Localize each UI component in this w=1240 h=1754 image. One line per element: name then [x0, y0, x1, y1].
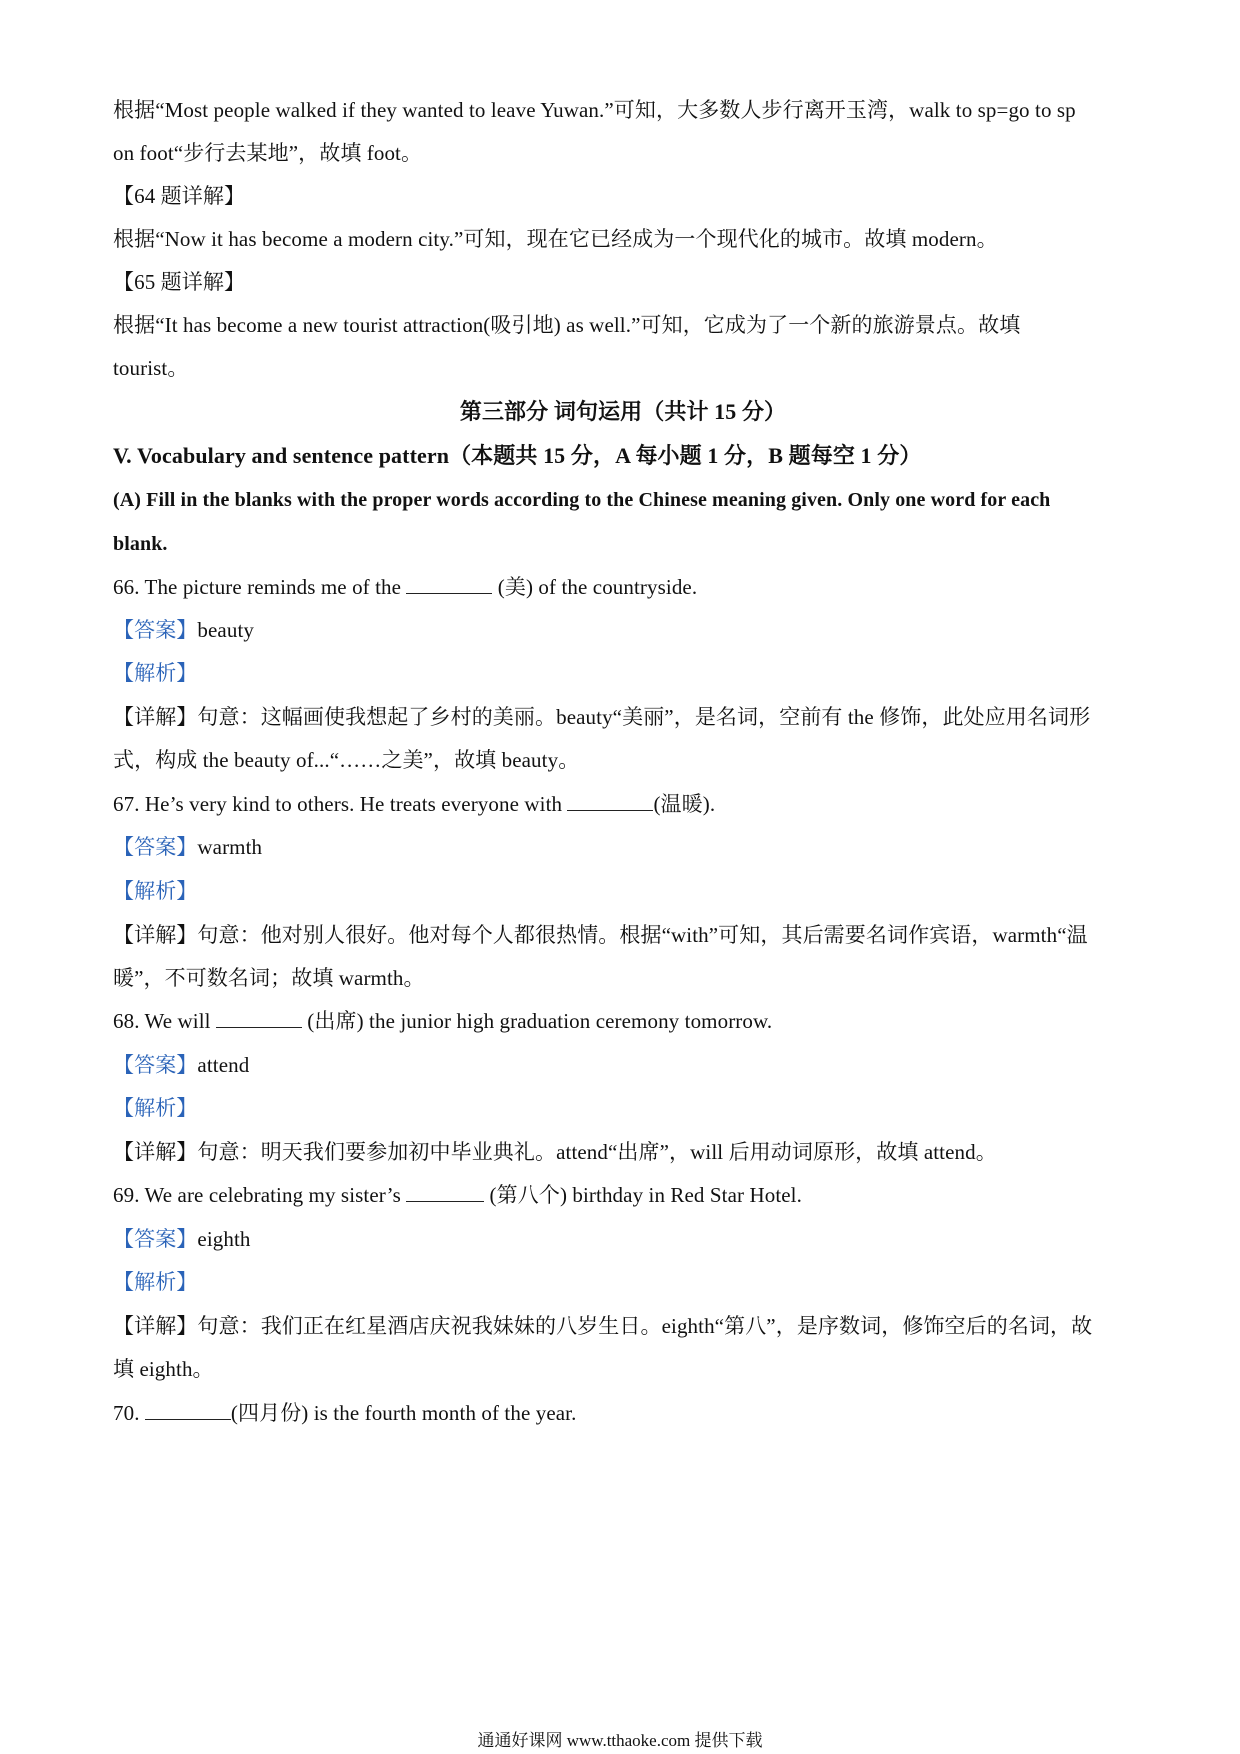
answer-value: warmth	[197, 835, 263, 859]
section-heading-64: 【64 题详解】	[113, 184, 246, 208]
detail-line: 【详解】句意：我们正在红星酒店庆祝我妹妹的八岁生日。eighth“第八”，是序数词，修饰空后的名词，故	[113, 1314, 1093, 1338]
answer-value: attend	[197, 1053, 250, 1077]
answer-blank	[145, 1401, 231, 1420]
answer-blank	[406, 1183, 484, 1202]
answer-value: beauty	[197, 618, 254, 642]
instruction-line: blank.	[113, 533, 168, 555]
detail-line: 【详解】句意：明天我们要参加初中毕业典礼。attend“出席”，will 后用动词原形，故填 attend。	[113, 1140, 997, 1164]
question-text: (美) of the countryside.	[492, 575, 698, 599]
paragraph-line: tourist。	[113, 356, 189, 380]
analysis-tag: 【解析】	[113, 1096, 198, 1120]
detail-line: 式，构成 the beauty of...“……之美”，故填 beauty。	[113, 748, 580, 772]
analysis-tag: 【解析】	[113, 1270, 198, 1294]
detail-line: 【详解】句意：这幅画使我想起了乡村的美丽。beauty“美丽”，是名词，空前有 the 修饰，此处应用名词形	[113, 705, 1091, 729]
paragraph-line: 根据“Most people walked if they wanted to leave Yuwan.”可知，大多数人步行离开玉湾，walk to sp=go to sp	[113, 98, 1076, 122]
question-text: 69. We are celebrating my sister’s	[113, 1183, 407, 1207]
paragraph-line: 根据“Now it has become a modern city.”可知，现在它已经成为一个现代化的城市。故填 modern。	[113, 227, 998, 251]
question-text: (四月份) is the fourth month of the year.	[230, 1401, 577, 1425]
analysis-tag: 【解析】	[113, 879, 198, 903]
question-text: (出席) the junior high graduation ceremony tomorrow.	[301, 1009, 773, 1033]
analysis-tag: 【解析】	[113, 661, 198, 685]
answer-line	[113, 833, 262, 861]
section-title: V. Vocabulary and sentence pattern（本题共 15 分，A 每小题 1 分，B 题每空 1 分）	[113, 443, 922, 468]
question-text: 67. He’s very kind to others. He treats everyone with	[113, 792, 568, 816]
detail-line: 【详解】句意：他对别人很好。他对每个人都很热情。根据“with”可知，其后需要名词作宾语，warmth“温	[113, 923, 1088, 947]
answer-value: eighth	[197, 1227, 251, 1251]
page-footer: 通通好课网 www.tthaoke.com 提供下载	[477, 1731, 763, 1750]
question-text: (温暖).	[653, 792, 716, 816]
question-text: (第八个) birthday in Red Star Hotel.	[484, 1183, 802, 1207]
question-68	[113, 1007, 772, 1035]
section-heading-65: 【65 题详解】	[113, 270, 246, 294]
question-69	[113, 1181, 802, 1209]
detail-line: 暖”，不可数名词；故填 warmth。	[113, 966, 425, 990]
part-title: 第三部分 词句运用（共计 15 分）	[459, 399, 787, 424]
question-text: 66. The picture reminds me of the	[113, 575, 407, 599]
answer-line	[113, 1051, 249, 1079]
answer-tag: 【答案】	[113, 835, 198, 859]
question-67	[113, 790, 715, 818]
answer-line	[113, 616, 254, 644]
answer-blank	[406, 575, 492, 594]
instruction-line: (A) Fill in the blanks with the proper words according to the Chinese meaning given. Only one word for each	[113, 489, 1051, 511]
answer-blank	[216, 1009, 302, 1028]
answer-tag: 【答案】	[113, 1053, 198, 1077]
question-70	[113, 1399, 576, 1427]
answer-tag: 【答案】	[113, 618, 198, 642]
paragraph-line: on foot“步行去某地”，故填 foot。	[113, 141, 423, 165]
paragraph-line: 根据“It has become a new tourist attraction(吸引地) as well.”可知，它成为了一个新的旅游景点。故填	[113, 313, 1021, 337]
answer-line	[113, 1225, 251, 1253]
question-66	[113, 573, 697, 601]
answer-tag: 【答案】	[113, 1227, 198, 1251]
answer-blank	[567, 792, 653, 811]
detail-line: 填 eighth。	[113, 1357, 214, 1381]
question-text: 70.	[113, 1401, 145, 1425]
question-text: 68. We will	[113, 1009, 216, 1033]
